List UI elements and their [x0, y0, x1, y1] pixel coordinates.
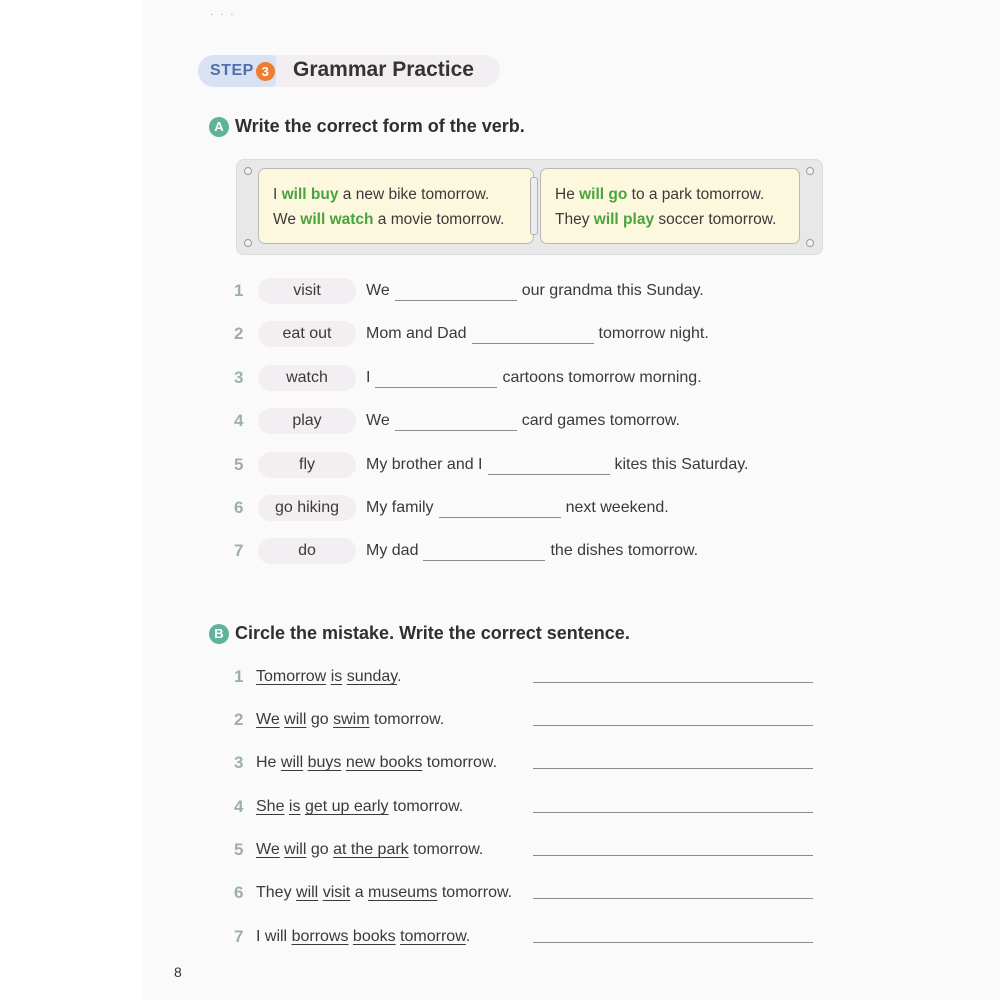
circle-option[interactable]: We: [256, 711, 280, 728]
item-number: 3: [234, 753, 244, 772]
sentence-start: I: [366, 369, 371, 386]
answer-blank[interactable]: [472, 325, 594, 344]
exercise-b-row: [234, 796, 814, 820]
answer-blank[interactable]: [395, 282, 517, 301]
example-verb-highlight: will buy: [281, 186, 339, 203]
answer-line[interactable]: [533, 768, 813, 769]
exercise-b-row: [234, 666, 814, 690]
item-number: 5: [234, 840, 244, 859]
example-text: a new bike tomorrow.: [338, 186, 490, 203]
item-number: 3: [234, 368, 244, 387]
item-number: 7: [234, 927, 244, 946]
exercise-b-row: [234, 709, 814, 733]
sentence-text: tomorrow.: [437, 884, 513, 901]
sentence-text: .: [397, 668, 402, 685]
mistake-sentence: [256, 798, 463, 816]
example-verb-highlight: will go: [579, 186, 628, 203]
example-sentence: [555, 182, 799, 207]
verb-prompt: play: [258, 408, 356, 434]
example-card-left: [258, 168, 534, 244]
mistake-sentence: [256, 928, 470, 946]
section-b-heading: [209, 623, 630, 644]
sentence-start: My family: [366, 499, 434, 516]
example-text: We: [273, 211, 301, 228]
item-number: 1: [234, 667, 244, 686]
example-text: They: [555, 211, 594, 228]
circle-option[interactable]: at the park: [333, 841, 409, 858]
sentence-start: We: [366, 282, 390, 299]
mistake-sentence: [256, 711, 444, 729]
answer-line[interactable]: [533, 682, 813, 683]
mistake-sentence: [256, 668, 402, 686]
answer-line[interactable]: [533, 898, 813, 899]
screw-icon: [244, 239, 252, 247]
circle-option[interactable]: is: [288, 798, 301, 815]
example-verb-highlight: will watch: [300, 211, 374, 228]
circle-option[interactable]: sunday: [346, 668, 398, 685]
example-box: [236, 159, 823, 255]
circle-option[interactable]: will: [284, 711, 307, 728]
circle-option[interactable]: visit: [322, 884, 351, 901]
circle-option[interactable]: new books: [345, 754, 423, 771]
exercise-a-row: [234, 365, 702, 391]
example-text: to a park tomorrow.: [627, 186, 765, 203]
sentence-text: He: [256, 754, 281, 771]
verb-prompt: go hiking: [258, 495, 356, 521]
answer-line[interactable]: [533, 812, 813, 813]
circle-option[interactable]: borrows: [291, 928, 349, 945]
exercise-a-row: [234, 538, 698, 564]
verb-prompt: eat out: [258, 321, 356, 347]
mistake-sentence: [256, 754, 497, 772]
verb-prompt: do: [258, 538, 356, 564]
item-number: 2: [234, 324, 244, 343]
step-number: 3: [256, 62, 275, 81]
sentence-end: card games tomorrow.: [521, 412, 680, 429]
clip-icon: [530, 177, 538, 235]
exercise-b-row: [234, 882, 814, 906]
example-text: soccer tomorrow.: [654, 211, 777, 228]
answer-blank[interactable]: [375, 369, 497, 388]
sentence-text: They: [256, 884, 297, 901]
example-verb-highlight: will play: [593, 211, 655, 228]
item-number: 2: [234, 710, 244, 729]
section-b-badge: B: [209, 624, 229, 644]
sentence-start: My dad: [366, 542, 419, 559]
verb-prompt: visit: [258, 278, 356, 304]
page-title: Grammar Practice: [293, 58, 474, 81]
screw-icon: [244, 167, 252, 175]
sentence-text: .: [465, 928, 471, 945]
exercise-b-row: [234, 926, 814, 950]
example-text: a movie tomorrow.: [373, 211, 505, 228]
sentence-text: tomorrow.: [408, 841, 484, 858]
exercise-a-row: [234, 321, 709, 347]
example-sentence: [555, 207, 799, 232]
page-number: 8: [174, 964, 182, 980]
circle-option[interactable]: books: [352, 928, 396, 945]
sentence-end: kites this Saturday.: [614, 456, 749, 473]
verb-prompt: watch: [258, 365, 356, 391]
exercise-a-row: [234, 278, 704, 304]
section-a-heading: [209, 116, 525, 137]
sentence-end: tomorrow night.: [598, 325, 709, 342]
sentence-text: I will: [256, 928, 292, 945]
sentence-text: tomorrow.: [422, 754, 498, 771]
exercise-b-row: [234, 839, 814, 863]
item-number: 6: [234, 883, 244, 902]
mistake-sentence: [256, 884, 512, 902]
exercise-a-row: [234, 495, 669, 521]
answer-blank[interactable]: [488, 456, 610, 475]
circle-option[interactable]: buys: [307, 754, 342, 771]
sentence-end: the dishes tomorrow.: [550, 542, 699, 559]
item-number: 7: [234, 541, 244, 560]
screw-icon: [806, 239, 814, 247]
example-sentence: [273, 182, 533, 207]
example-card-right: [540, 168, 800, 244]
example-text: I: [273, 186, 282, 203]
section-a-badge: A: [209, 117, 229, 137]
mistake-sentence: [256, 841, 483, 859]
answer-blank[interactable]: [423, 542, 545, 561]
answer-line[interactable]: [533, 855, 813, 856]
exercise-a-row: [234, 452, 748, 478]
step-badge: [198, 55, 276, 87]
answer-line[interactable]: [533, 725, 813, 726]
section-a-instruction: Write the correct form of the verb.: [235, 116, 525, 136]
sentence-start: We: [366, 412, 390, 429]
sentence-text: a: [350, 884, 369, 901]
sentence-end: our grandma this Sunday.: [521, 282, 704, 299]
corner-mark: · · ·: [210, 9, 236, 20]
circle-option[interactable]: Tomorrow: [256, 668, 327, 685]
exercise-a-row: [234, 408, 680, 434]
sentence-start: My brother and I: [366, 456, 483, 473]
item-number: 4: [234, 797, 244, 816]
circle-option[interactable]: get up early: [304, 798, 389, 815]
sentence-text: go: [306, 841, 334, 858]
exercise-b-row: [234, 752, 814, 776]
sentence-text: tomorrow.: [369, 711, 445, 728]
step-label: STEP: [210, 62, 254, 79]
example-text: He: [555, 186, 580, 203]
circle-option[interactable]: tomorrow: [400, 928, 466, 945]
answer-line[interactable]: [533, 942, 813, 943]
circle-option[interactable]: swim: [333, 711, 370, 728]
circle-option[interactable]: We: [256, 841, 280, 858]
sentence-text: tomorrow.: [388, 798, 464, 815]
sentence-end: next weekend.: [565, 499, 669, 516]
circle-option[interactable]: will: [284, 841, 307, 858]
circle-option[interactable]: museums: [368, 884, 438, 901]
step-header: [198, 53, 504, 89]
circle-option[interactable]: will: [296, 884, 319, 901]
sentence-start: Mom and Dad: [366, 325, 467, 342]
sentence-text: go: [306, 711, 334, 728]
circle-option[interactable]: will: [280, 754, 304, 771]
sentence-end: cartoons tomorrow morning.: [502, 369, 702, 386]
item-number: 4: [234, 411, 244, 430]
circle-option[interactable]: She: [256, 798, 285, 815]
item-number: 1: [234, 281, 244, 300]
answer-blank[interactable]: [439, 499, 561, 518]
answer-blank[interactable]: [395, 412, 517, 431]
item-number: 5: [234, 455, 244, 474]
screw-icon: [806, 167, 814, 175]
example-sentence: [273, 207, 533, 232]
section-b-instruction: Circle the mistake. Write the correct sentence.: [235, 623, 630, 643]
verb-prompt: fly: [258, 452, 356, 478]
item-number: 6: [234, 498, 244, 517]
circle-option[interactable]: is: [330, 668, 343, 685]
